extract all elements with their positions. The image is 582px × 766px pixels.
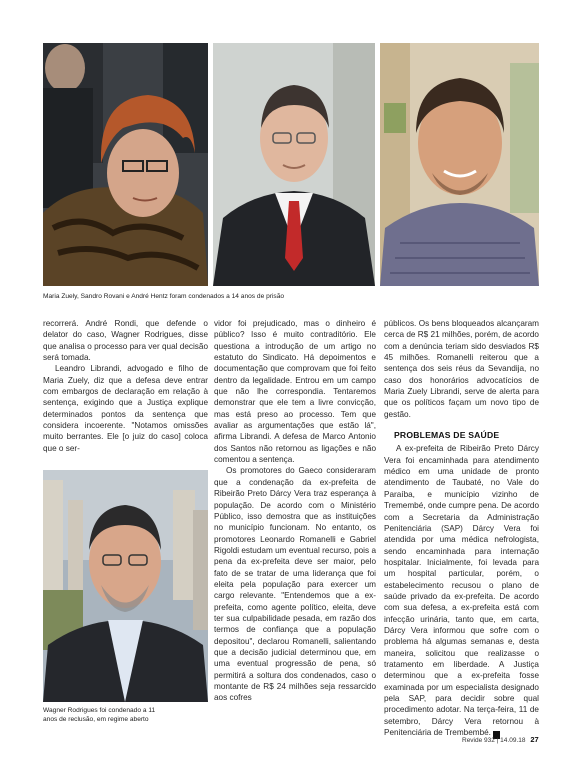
paragraph: recorrerá. André Rondi, que defende o delator do caso, Wagner Rodrigues, disse que analisa o processo para ver qual decisão será tomada.: [43, 319, 208, 363]
article-column-1: [43, 318, 208, 454]
lower-photo-caption-line: Wagner Rodrigues foi condenado a 11: [43, 707, 156, 714]
paragraph: Os promotores do Gaeco consideraram que a condenação da ex-prefeita de Ribeirão Preto Dárcy Vera traz esperança à população. De acordo com o Ministério Público, isso demostra que as instituições no município funcionam. No entanto, os promotores Leonardo Romanelli e Gabriel Rigoldi estudam um eventual recurso, pois a pena da ex-prefeita deve ser maior, pelo fato de se tratar de uma liderança que foi eleita pela população para exercer um cargo relevante. "Entendemos que a ex-prefeita, como agente político, eleita, deve ter sua culpabilidade pesada, em razão dos termos de confiança que a população depositou", declarou Romanelli, salientando que a decisão judicial determinou que, em uma eventual progressão de pena, só permitirá a soltura dos condenados, caso o montante de R$ 24 milhões seja ressarcido aos cofres: [214, 466, 376, 703]
article-column-3: [384, 318, 539, 739]
paragraph-text: A ex-prefeita de Ribeirão Preto Dárcy Vera foi encaminhada para atendimento médico em uma unidade de pronto atendimento de Taubaté, no Vale do Paraíba, e município vizinho de Tremembé, onde cumpre pena. De acordo com a Secretaria da Administração Penitenciária (SAP) Dárcy Vera foi atendida por uma médica nefrologista, sendo encaminhada para internação hospitalar. Inicialmente, foi levada para um hospital particular, porém, o estabelecimento recusou o plano de saúde privado da ex-prefeita. De acordo com sua defesa, a ex-prefeita está com infecção urinária, tanto que, em carta, Dárcy Vera informou que sofre com o problema há algumas semanas e, desta maneira, solicitou que realizasse o tratamento em liberdade. A Justiça determinou que a ex-prefeita fosse examinada por um especialista designado pela SAP, para decidir sobre qual procedimento adotar. Na terça-feira, 11 de setembro, Dárcy Vera retornou à Penitenciária de Trembembé.: [384, 444, 539, 738]
page-footer: [462, 735, 539, 744]
paragraph: Leandro Librandi, advogado e filho de Maria Zuely, diz que a defesa deve entrar com embargos de declaração em relação à sentença, exigindo que a Justiça explique determinados pontos da sentença que considera incoerente. "Notamos omissões muito berrantes. Ele [o juiz do caso] coloca que o ser-: [43, 364, 208, 453]
paragraph: vidor foi prejudicado, mas o dinheiro é público? Isso é muito contraditório. Ele questiona a introdução de um artigo no estatuto do Sindicato. Há depoimentos e documentação que comprovam que foi feito dentro da legalidade. Entrou em um campo que não lhe correspondia. Tentaremos demonstrar que ele tem a livre convicção, mas está preso ao processo. Tem que avaliar as argumentações que estão lá", afirma Librandi. A defesa de Marco Antonio dos Santos não retornou as ligações e não comentou a sentença.: [214, 319, 376, 465]
top-photo-caption: Maria Zuely, Sandro Rovani e André Hentz foram condenados a 14 anos de prisão: [43, 293, 285, 300]
issue-info: Revide 932 | 14.09.18: [462, 737, 526, 744]
photo-maria-zuely: [43, 43, 208, 286]
photo-andre-hentz: [380, 43, 539, 286]
article-column-2: [214, 318, 376, 704]
end-mark-icon: R: [493, 731, 500, 739]
page-number: 27: [530, 735, 539, 744]
paragraph: [384, 443, 539, 739]
photo-wagner-rodrigues: [43, 470, 208, 702]
lower-photo-caption: [43, 706, 213, 724]
lower-photo-caption-line: anos de reclusão, em regime aberto: [43, 716, 149, 723]
paragraph: públicos. Os bens bloqueados alcançaram cerca de R$ 21 milhões, porém, de acordo com a denúncia teriam sido desviados R$ 45 milhões. Romanelli reiterou que a sentença dos seis réus da Sevandija, no caso dos honorários advocatícios de Maria Zuely Librandi, serve de alerta para que os políticos façam um novo tipo de gestão.: [384, 319, 539, 419]
section-title: PROBLEMAS DE SAÚDE: [394, 430, 500, 441]
photo-sandro-rovani: [213, 43, 375, 286]
